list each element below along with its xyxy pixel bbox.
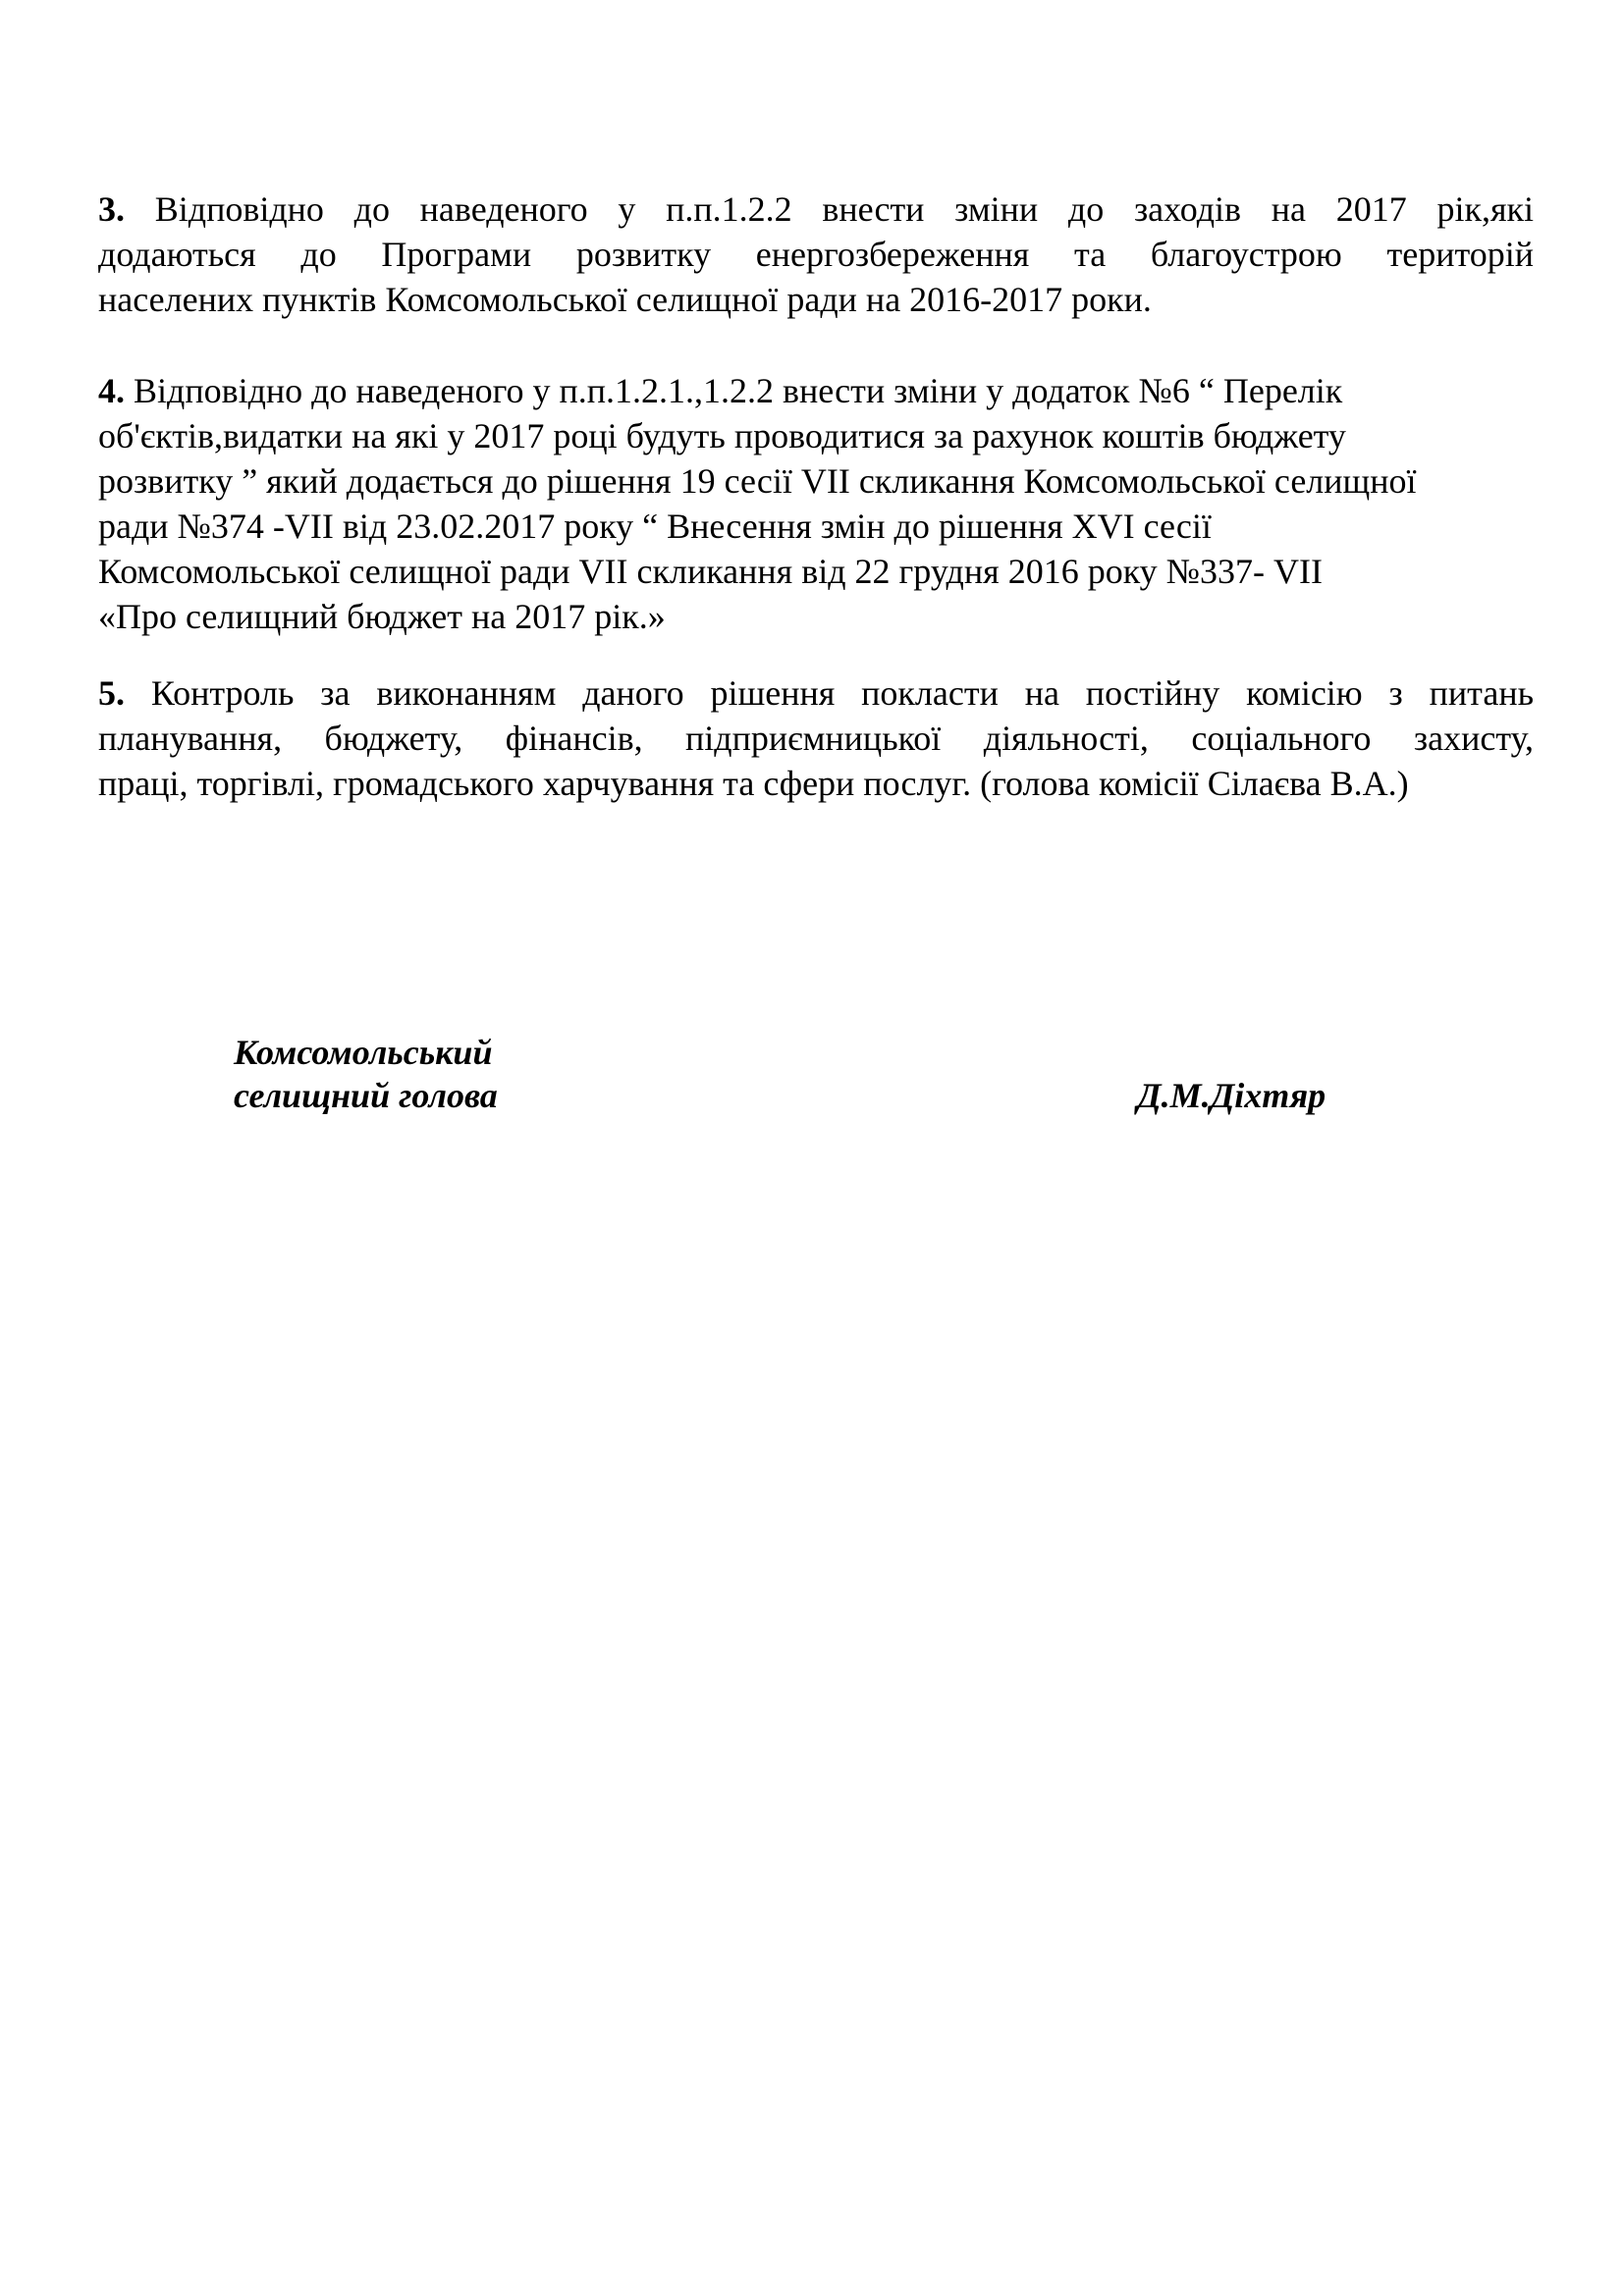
paragraph-line xyxy=(98,368,1534,413)
paragraph-line: праці, торгівлі, громадського харчування та сфери послуг. (голова комісії Сілаєва В.А.) xyxy=(98,764,1409,803)
paragraph-line xyxy=(98,670,1534,716)
paragraph-line: додаються до Програми розвитку енергозбереження та благоустрою територій xyxy=(98,235,1534,274)
paragraph-line: Комсомольської селищної ради VII скликання від 22 грудня 2016 року №337- VII xyxy=(98,552,1323,591)
line-text: Контроль за виконанням даного рішення покласти на постійну комісію з питань xyxy=(150,673,1534,713)
paragraph-line: планування, бюджету, фінансів, підприємницької діяльності, соціального захисту, xyxy=(98,719,1534,758)
signatory-title-line-2: селищний голова xyxy=(234,1076,498,1115)
paragraph-line: об'єктів,видатки на які у 2017 році будуть проводитися за рахунок коштів бюджету xyxy=(98,416,1346,455)
paragraph-line xyxy=(98,187,1534,232)
paragraph-item-4 xyxy=(98,368,1534,639)
signatory-title-line-1: Комсомольський xyxy=(234,1033,493,1072)
paragraph-line: розвитку ” який додається до рішення 19 сесії VII скликання Комсомольської селищної xyxy=(98,461,1417,501)
paragraph-line: ради №374 -VII від 23.02.2017 року “ Внесення змін до рішення XVI сесії xyxy=(98,507,1212,546)
line-text: Відповідно до наведеного у п.п.1.2.2 внести зміни до заходів на 2017 рік,які xyxy=(154,189,1535,229)
line-text: Відповідно до наведеного у п.п.1.2.1.,1.2.2 внести зміни у додаток №6 “ Перелік xyxy=(134,371,1343,410)
paragraph-line: населених пунктів Комсомольської селищної ради на 2016-2017 роки. xyxy=(98,280,1152,319)
paragraph-item-3 xyxy=(98,187,1534,322)
paragraph-line: «Про селищний бюджет на 2017 рік.» xyxy=(98,597,666,636)
signatory-name: Д.М.Діхтяр xyxy=(1137,1076,1326,1115)
paragraph-item-5 xyxy=(98,670,1534,806)
item-number: 3. xyxy=(98,189,125,229)
item-number: 4. xyxy=(98,371,125,410)
item-number: 5. xyxy=(98,673,125,713)
